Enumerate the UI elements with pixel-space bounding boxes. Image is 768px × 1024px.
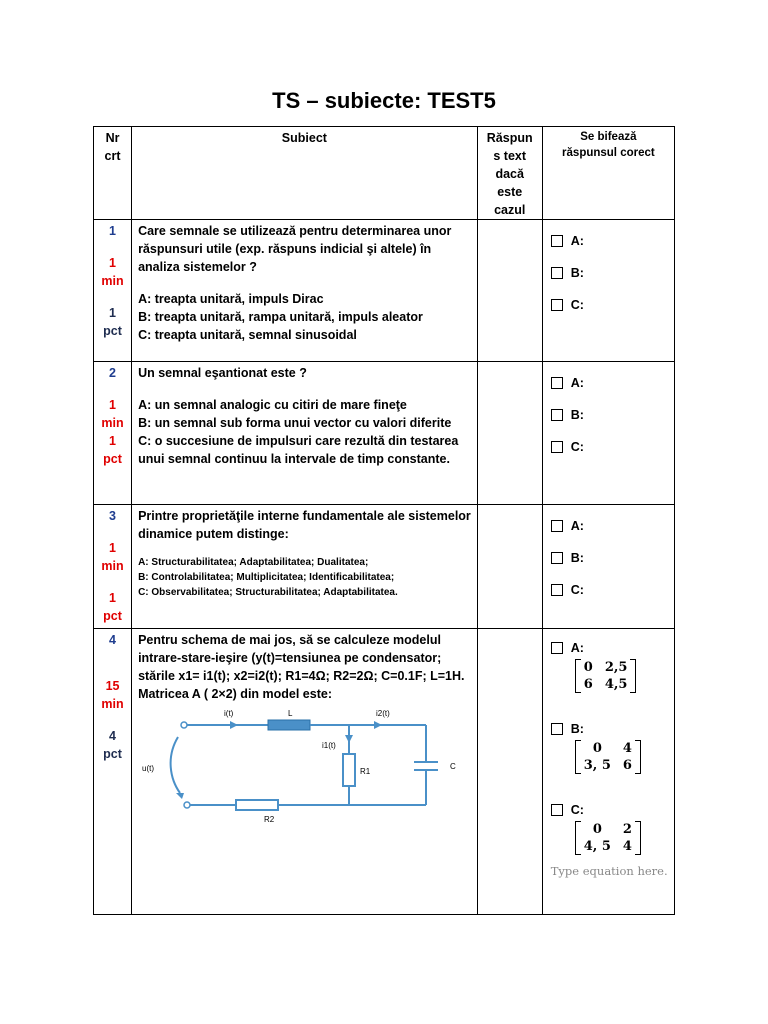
- terminal-top: [181, 722, 187, 728]
- question-4-options: [542, 629, 674, 915]
- question-row-2: [94, 362, 675, 505]
- matrix-a: 0 2,5 6 4,5: [575, 659, 637, 693]
- answer-a: A: treapta unitară, impuls Dirac: [138, 292, 324, 306]
- label-R2: R2: [264, 815, 275, 824]
- inductor-L: [268, 720, 310, 730]
- label-i1t: i1(t): [322, 741, 336, 750]
- option-a[interactable]: A:: [551, 639, 674, 657]
- question-3-options: [542, 505, 674, 629]
- option-a[interactable]: A:: [551, 374, 674, 406]
- question-2-meta: 2 1 min 1 pct: [94, 362, 132, 505]
- answer-b: B: treapta unitară, rampa unitară, impuls aleator: [138, 310, 423, 324]
- question-1-meta: 1 1 min 1 pct: [94, 220, 132, 362]
- option-c[interactable]: C:: [551, 801, 674, 819]
- checkbox-a[interactable]: [551, 520, 563, 532]
- arrow-i2t: [374, 721, 382, 729]
- arrow-it: [230, 721, 238, 729]
- option-c[interactable]: C:: [551, 438, 674, 470]
- question-row-3: [94, 505, 675, 629]
- option-b[interactable]: B:: [551, 264, 674, 296]
- question-3-text: Printre proprietăţile interne fundamentale ale sistemelor dinamice putem distinge: A: Structurabilitatea; Adaptabilitatea; Dualitatea; B: Controlabilitatea; Multiplicitatea; Identificabilitatea; C: Observabilitatea; Structurabilitatea; Adaptabilitatea.: [132, 505, 478, 629]
- question-2-text: Un semnal eşantionat este ? A: un semnal analogic cu citiri de mare fineţe B: un semnal sub forma unui vector cu valori diferite C: o succesiune de impulsuri care rezultă din testarea unui semnal continuu la intervale de timp constante.: [132, 362, 478, 505]
- option-a[interactable]: A:: [551, 232, 674, 264]
- header-raspuns: Răspun s text dacă este cazul: [477, 127, 542, 220]
- option-c[interactable]: C:: [551, 581, 674, 613]
- answer-c: C: Observabilitatea; Structurabilitatea; Adaptabilitatea.: [138, 587, 398, 598]
- header-subiect: Subiect: [132, 127, 478, 220]
- question-1-answer-field[interactable]: [477, 220, 542, 362]
- question-3-meta: 3 1 min 1 pct: [94, 505, 132, 629]
- checkbox-c[interactable]: [551, 804, 563, 816]
- checkbox-b[interactable]: [551, 267, 563, 279]
- answer-b: B: Controlabilitatea; Multiplicitatea; Identificabilitatea;: [138, 572, 395, 583]
- question-1-options: [542, 220, 674, 362]
- checkbox-b[interactable]: [551, 552, 563, 564]
- circuit-diagram: [138, 707, 468, 827]
- checkbox-b[interactable]: [551, 409, 563, 421]
- label-it: i(t): [224, 709, 234, 718]
- question-number: 1: [109, 224, 116, 238]
- option-c[interactable]: C:: [551, 296, 674, 328]
- label-R1: R1: [360, 767, 371, 776]
- question-4-meta: 4 15 min 4 pct: [94, 629, 132, 915]
- answer-b: B: un semnal sub forma unui vector cu valori diferite: [138, 416, 452, 430]
- matrix-c: 0 2 4, 5 4: [575, 821, 641, 855]
- test-table: [93, 126, 675, 915]
- option-b[interactable]: B:: [551, 406, 674, 438]
- checkbox-b[interactable]: [551, 723, 563, 735]
- resistor-R2: [236, 800, 278, 810]
- question-3-answer-field[interactable]: [477, 505, 542, 629]
- answer-c: C: treapta unitară, semnal sinusoidal: [138, 328, 357, 342]
- page-title: TS – subiecte: TEST5: [272, 88, 496, 113]
- question-4-answer-field[interactable]: [477, 629, 542, 915]
- voltage-arc: [171, 737, 180, 793]
- answer-c: C: o succesiune de impulsuri care rezultă din testarea unui semnal continuu la intervale de timp constante.: [138, 434, 459, 466]
- label-C: C: [450, 762, 456, 771]
- equation-placeholder[interactable]: Type equation here.: [550, 864, 668, 878]
- terminal-bottom: [184, 802, 190, 808]
- question-4-text: Pentru schema de mai jos, să se calculeze modelul intrare-stare-ieşire (y(t)=tensiunea pe condensator; stările x1= i1(t); x2=i2(t); R1=4Ω; R2=2Ω; C=0.1F; L=1H. Matricea A ( 2×2) din model este: i(t) L i2(t) i1(t) R1 C u(t) R2: [132, 629, 478, 915]
- option-b[interactable]: B:: [551, 720, 674, 738]
- resistor-R1: [343, 754, 355, 786]
- question-1-text: Care semnale se utilizează pentru determinarea unor răspunsuri utile (exp. răspuns indicial şi altele) în analiza sistemelor ? A: treapta unitară, impuls Dirac B: treapta unitară, rampa unitară, impuls aleator C: treapta unitară, semnal sinusoidal: [132, 220, 478, 362]
- matrix-b: 0 4 3, 5 6: [575, 740, 641, 774]
- checkbox-a[interactable]: [551, 377, 563, 389]
- option-a[interactable]: A:: [551, 517, 674, 549]
- answer-a: A: Structurabilitatea; Adaptabilitatea; Dualitatea;: [138, 557, 369, 568]
- checkbox-a[interactable]: [551, 642, 563, 654]
- answer-a: A: un semnal analogic cu citiri de mare fineţe: [138, 398, 407, 412]
- label-ut: u(t): [142, 764, 155, 773]
- checkbox-c[interactable]: [551, 441, 563, 453]
- question-row-4: [94, 629, 675, 915]
- checkbox-a[interactable]: [551, 235, 563, 247]
- question-2-answer-field[interactable]: [477, 362, 542, 505]
- checkbox-c[interactable]: [551, 299, 563, 311]
- voltage-arrow: [176, 793, 184, 799]
- checkbox-c[interactable]: [551, 584, 563, 596]
- label-L: L: [288, 709, 293, 718]
- arrow-i1t: [345, 735, 353, 743]
- header-bifeaza: Se bifează răspunsul corect: [542, 127, 674, 220]
- header-row: [94, 127, 675, 220]
- question-row-1: [94, 220, 675, 362]
- header-nr: Nr crt: [94, 127, 132, 220]
- label-i2t: i2(t): [376, 709, 390, 718]
- option-b[interactable]: B:: [551, 549, 674, 581]
- question-2-options: [542, 362, 674, 505]
